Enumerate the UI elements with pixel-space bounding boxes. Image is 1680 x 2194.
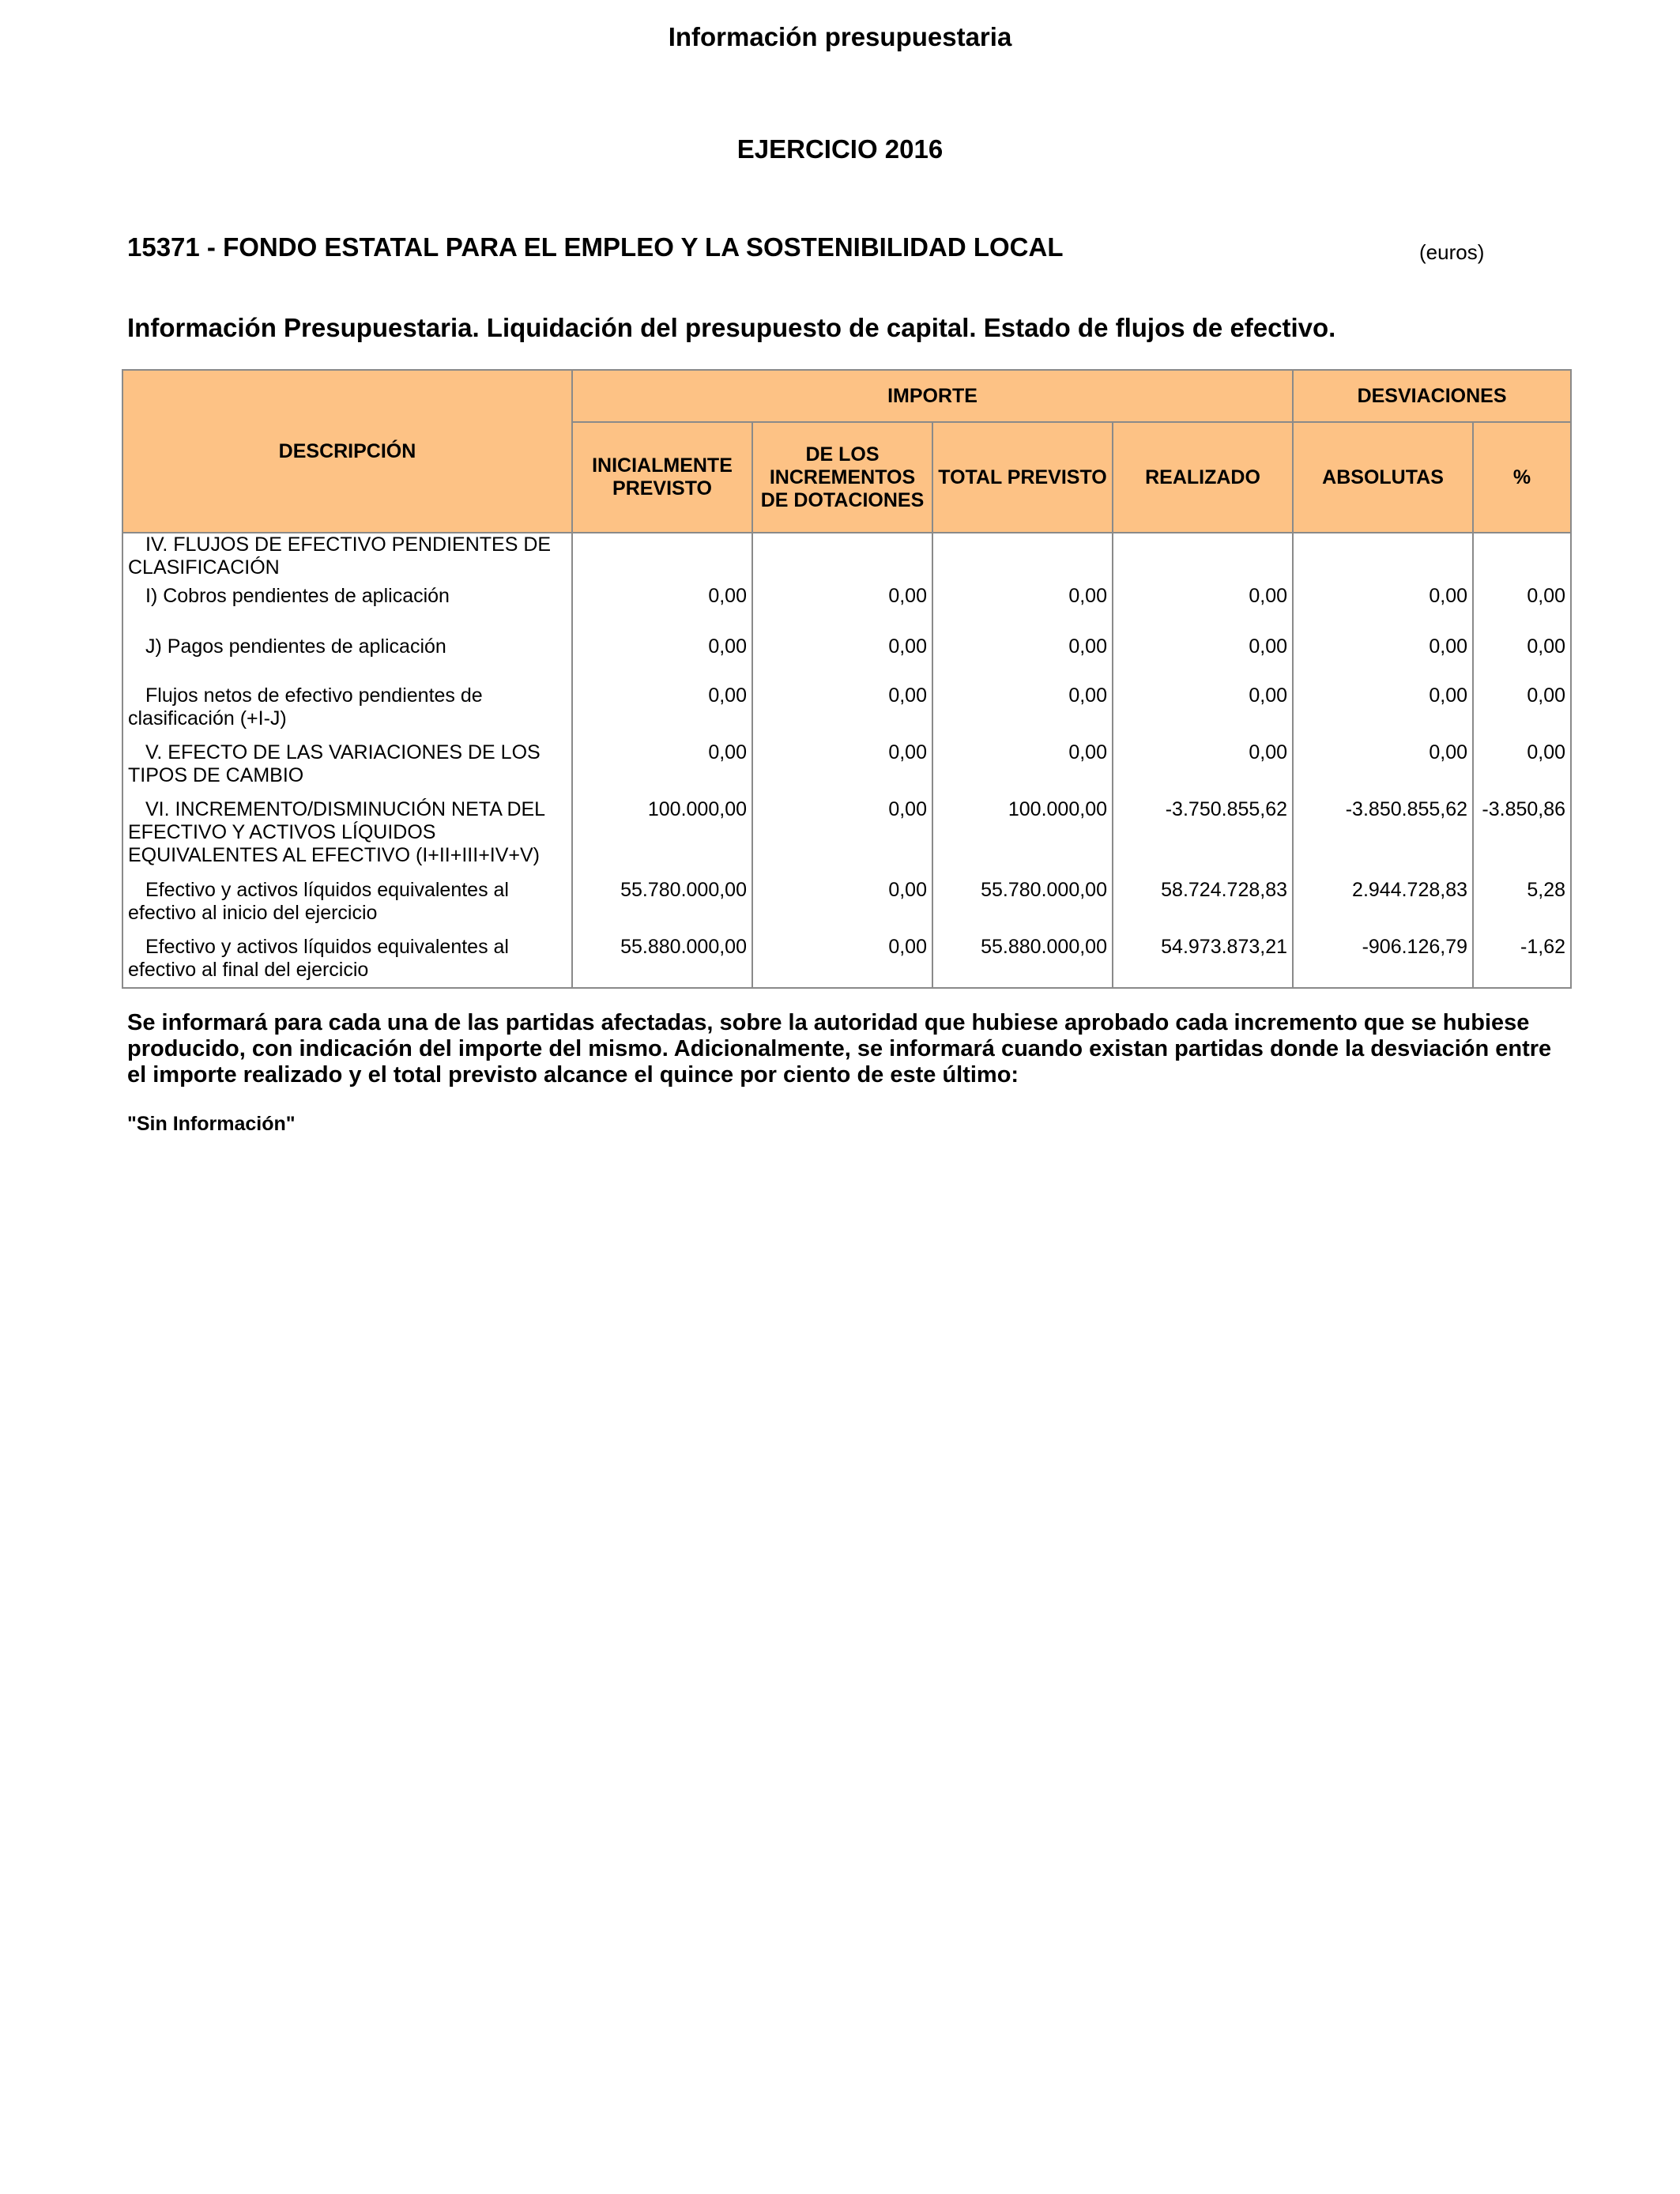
disclosure-note: Se informará para cada una de las partidas afectadas, sobre la autoridad que hubiese aprobado cada incremento que se hubiese producido, con indicación del importe del mismo. Adicionalmente, se informará cuando existan partidas donde la desviación entre el importe realizado y el total previsto alcance el quince por ciento de este último: <box>127 1010 1552 1088</box>
cell-inicial: 0,00 <box>572 585 752 635</box>
header-realizado: REALIZADO <box>1113 422 1293 533</box>
cell-pct: -1,62 <box>1473 936 1571 988</box>
cell-pct <box>1473 533 1571 585</box>
header-percent: % <box>1473 422 1571 533</box>
cell-absolutas: 0,00 <box>1293 741 1473 798</box>
cell-incrementos: 0,00 <box>752 741 932 798</box>
cell-absolutas: -3.850.855,62 <box>1293 798 1473 879</box>
cell-pct: 0,00 <box>1473 635 1571 684</box>
cell-realizado <box>1113 533 1293 585</box>
row-description: VI. INCREMENTO/DISMINUCIÓN NETA DEL EFECTIVO Y ACTIVOS LÍQUIDOS EQUIVALENTES AL EFECTIVO (I+II+III+IV+V) <box>128 798 545 866</box>
cell-realizado: 0,00 <box>1113 635 1293 684</box>
cell-inicial: 0,00 <box>572 741 752 798</box>
table-row <box>122 533 1571 585</box>
cell-total: 55.880.000,00 <box>932 936 1113 988</box>
section-title: Información Presupuestaria. Liquidación del presupuesto de capital. Estado de flujos de efectivo. <box>127 313 1336 342</box>
cell-pct: 0,00 <box>1473 684 1571 741</box>
cell-realizado: 54.973.873,21 <box>1113 936 1293 988</box>
cell-inicial: 100.000,00 <box>572 798 752 879</box>
cell-absolutas: 0,00 <box>1293 585 1473 635</box>
cell-inicial: 0,00 <box>572 684 752 741</box>
header-importe: IMPORTE <box>572 370 1293 422</box>
cell-absolutas: 0,00 <box>1293 635 1473 684</box>
cell-absolutas: 2.944.728,83 <box>1293 879 1473 936</box>
row-description: Flujos netos de efectivo pendientes de clasificación (+I-J) <box>128 684 483 729</box>
cell-pct: 0,00 <box>1473 585 1571 635</box>
row-description: V. EFECTO DE LAS VARIACIONES DE LOS TIPOS DE CAMBIO <box>128 741 541 786</box>
cell-realizado: 0,00 <box>1113 684 1293 741</box>
cell-realizado: 58.724.728,83 <box>1113 879 1293 936</box>
row-description: Efectivo y activos líquidos equivalentes al efectivo al final del ejercicio <box>128 936 509 981</box>
table-row <box>122 798 1571 879</box>
cell-realizado: 0,00 <box>1113 585 1293 635</box>
cell-realizado: -3.750.855,62 <box>1113 798 1293 879</box>
cell-inicial: 55.780.000,00 <box>572 879 752 936</box>
exercise-year: EJERCICIO 2016 <box>736 134 944 164</box>
table-row <box>122 936 1571 988</box>
entity-name: 15371 - FONDO ESTATAL PARA EL EMPLEO Y LA SOSTENIBILIDAD LOCAL <box>127 232 1064 262</box>
cell-incrementos <box>752 533 932 585</box>
table-row <box>122 879 1571 936</box>
row-description: J) Pagos pendientes de aplicación <box>145 635 446 658</box>
no-information-label: "Sin Información" <box>127 1113 296 1135</box>
cell-incrementos: 0,00 <box>752 585 932 635</box>
cell-inicial: 55.880.000,00 <box>572 936 752 988</box>
header-absolutas: ABSOLUTAS <box>1293 422 1473 533</box>
document-title: Información presupuestaria <box>668 22 1012 51</box>
cell-total: 0,00 <box>932 635 1113 684</box>
cell-pct: 5,28 <box>1473 879 1571 936</box>
cell-inicial: 0,00 <box>572 635 752 684</box>
cell-absolutas <box>1293 533 1473 585</box>
cell-absolutas: 0,00 <box>1293 684 1473 741</box>
table-row <box>122 635 1571 684</box>
cell-absolutas: -906.126,79 <box>1293 936 1473 988</box>
header-inicialmente-previsto: INICIALMENTE PREVISTO <box>572 422 752 533</box>
cell-total: 100.000,00 <box>932 798 1113 879</box>
table-row <box>122 741 1571 798</box>
cell-incrementos: 0,00 <box>752 936 932 988</box>
cell-total <box>932 533 1113 585</box>
cell-total: 0,00 <box>932 741 1113 798</box>
table-row <box>122 684 1571 741</box>
row-description: I) Cobros pendientes de aplicación <box>145 585 450 607</box>
header-descripcion: DESCRIPCIÓN <box>122 370 572 533</box>
cell-pct: -3.850,86 <box>1473 798 1571 879</box>
cell-total: 55.780.000,00 <box>932 879 1113 936</box>
cell-total: 0,00 <box>932 585 1113 635</box>
cell-incrementos: 0,00 <box>752 635 932 684</box>
header-total-previsto: TOTAL PREVISTO <box>932 422 1113 533</box>
header-desviaciones: DESVIACIONES <box>1293 370 1571 422</box>
row-description: IV. FLUJOS DE EFECTIVO PENDIENTES DE CLASIFICACIÓN <box>128 533 552 579</box>
cash-flow-table <box>122 369 1572 989</box>
cell-incrementos: 0,00 <box>752 798 932 879</box>
cell-incrementos: 0,00 <box>752 879 932 936</box>
cell-incrementos: 0,00 <box>752 684 932 741</box>
table-row <box>122 585 1571 635</box>
header-incrementos: DE LOS INCREMENTOS DE DOTACIONES <box>752 422 932 533</box>
units-label: (euros) <box>1419 240 1485 264</box>
cell-realizado: 0,00 <box>1113 741 1293 798</box>
cell-total: 0,00 <box>932 684 1113 741</box>
cell-pct: 0,00 <box>1473 741 1571 798</box>
row-description: Efectivo y activos líquidos equivalentes al efectivo al inicio del ejercicio <box>128 879 509 924</box>
cell-inicial <box>572 533 752 585</box>
